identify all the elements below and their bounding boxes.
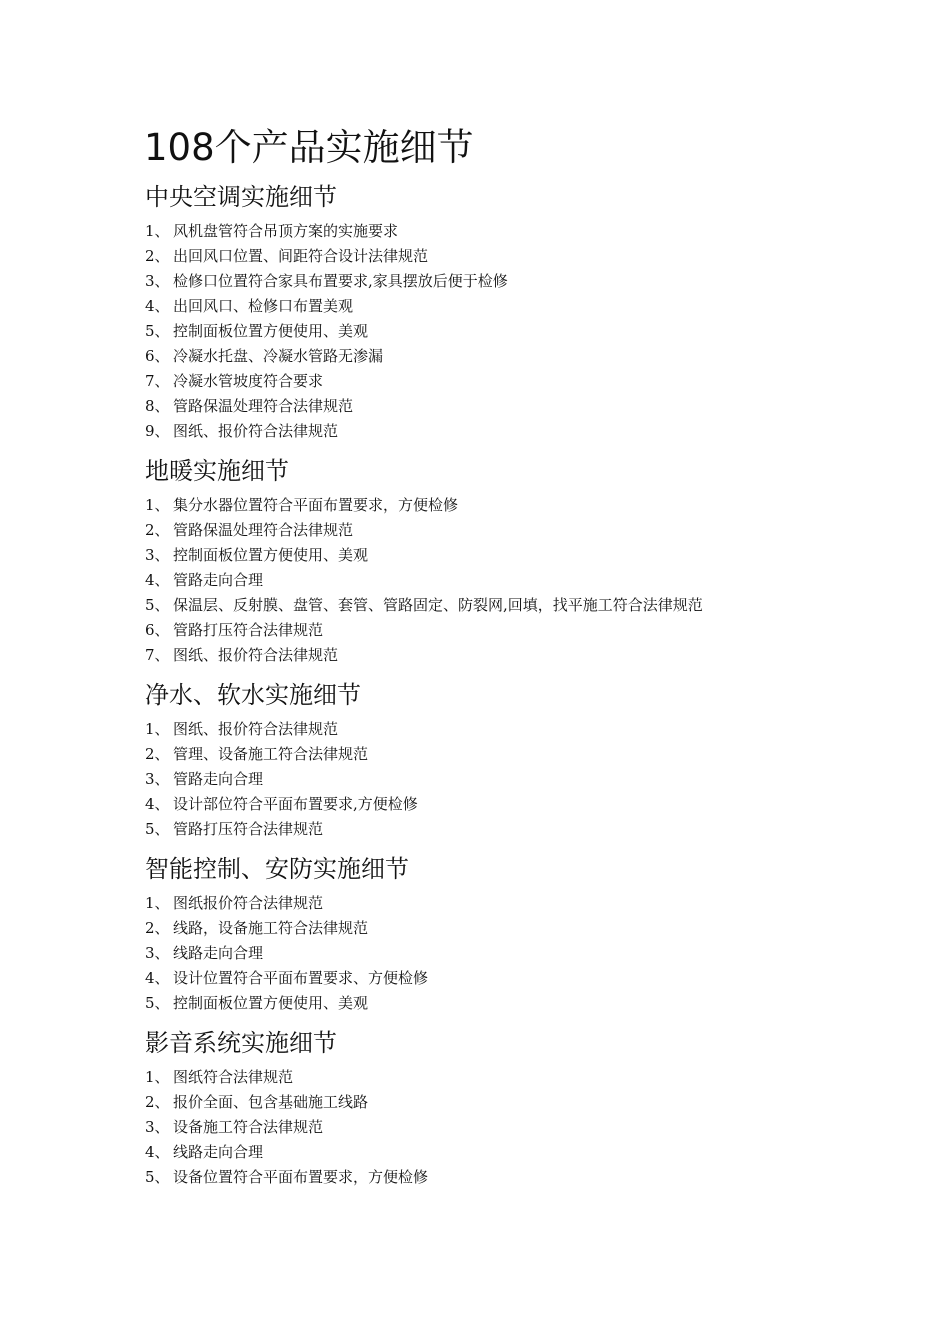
item-list xyxy=(145,891,845,1016)
item-number: 6、 xyxy=(145,621,170,639)
section-water-purification xyxy=(145,676,845,842)
item-number: 5、 xyxy=(145,596,170,614)
item-text: 集分水器位置符合平面布置要求，方便检修 xyxy=(173,496,459,514)
item-number: 4、 xyxy=(145,795,170,813)
list-item xyxy=(145,269,845,294)
item-number: 8、 xyxy=(145,397,170,415)
item-text: 冷凝水托盘、冷凝水管路无渗漏 xyxy=(173,347,384,365)
document-title: 108个产品实施细节 xyxy=(144,126,474,169)
item-text: 管路打压符合法律规范 xyxy=(173,621,324,639)
document-page xyxy=(145,122,845,1190)
item-number: 1、 xyxy=(145,720,170,738)
item-number: 1、 xyxy=(145,496,170,514)
item-text: 保温层、反射膜、盘管、套管、管路固定、防裂网,回填，找平施工符合法律规范 xyxy=(173,596,703,614)
item-text: 图纸、报价符合法律规范 xyxy=(173,422,339,440)
list-item xyxy=(145,1140,845,1165)
list-item xyxy=(145,493,845,518)
list-item xyxy=(145,643,845,668)
list-item xyxy=(145,518,845,543)
item-text: 管路走向合理 xyxy=(173,770,264,788)
list-item xyxy=(145,1115,845,1140)
list-item xyxy=(145,369,845,394)
list-item xyxy=(145,219,845,244)
list-item xyxy=(145,941,845,966)
list-item xyxy=(145,319,845,344)
item-number: 5、 xyxy=(145,322,170,340)
list-item xyxy=(145,891,845,916)
item-number: 6、 xyxy=(145,347,170,365)
item-number: 1、 xyxy=(145,894,170,912)
item-number: 3、 xyxy=(145,1118,170,1136)
item-text: 设计位置符合平面布置要求、方便检修 xyxy=(173,969,429,987)
section-title: 影音系统实施细节 xyxy=(145,1029,337,1057)
item-number: 3、 xyxy=(145,546,170,564)
item-text: 管路保温处理符合法律规范 xyxy=(173,521,354,539)
item-text: 管路保温处理符合法律规范 xyxy=(173,397,354,415)
item-number: 7、 xyxy=(145,646,170,664)
list-item xyxy=(145,344,845,369)
item-list xyxy=(145,717,845,842)
item-text: 出回风口、检修口布置美观 xyxy=(173,297,354,315)
item-number: 1、 xyxy=(145,1068,170,1086)
list-item xyxy=(145,1165,845,1190)
list-item xyxy=(145,593,845,618)
list-item xyxy=(145,394,845,419)
item-number: 9、 xyxy=(145,422,170,440)
list-item xyxy=(145,792,845,817)
list-item xyxy=(145,991,845,1016)
item-text: 图纸报价符合法律规范 xyxy=(173,894,324,912)
item-text: 出回风口位置、间距符合设计法律规范 xyxy=(173,247,429,265)
item-number: 5、 xyxy=(145,820,170,838)
section-title: 智能控制、安防实施细节 xyxy=(145,855,409,883)
item-number: 3、 xyxy=(145,272,170,290)
list-item xyxy=(145,419,845,444)
list-item xyxy=(145,1090,845,1115)
item-number: 4、 xyxy=(145,969,170,987)
item-text: 图纸、报价符合法律规范 xyxy=(173,720,339,738)
item-text: 管路走向合理 xyxy=(173,571,264,589)
list-item xyxy=(145,966,845,991)
item-text: 设备位置符合平面布置要求，方便检修 xyxy=(173,1168,429,1186)
item-number: 2、 xyxy=(145,919,170,937)
item-number: 7、 xyxy=(145,372,170,390)
item-text: 管路打压符合法律规范 xyxy=(173,820,324,838)
item-text: 检修口位置符合家具布置要求,家具摆放后便于检修 xyxy=(173,272,508,290)
section-audio-video-system xyxy=(145,1024,845,1190)
item-text: 控制面板位置方便使用、美观 xyxy=(173,546,369,564)
section-title: 地暖实施细节 xyxy=(145,457,289,485)
list-item xyxy=(145,767,845,792)
list-item xyxy=(145,543,845,568)
list-item xyxy=(145,817,845,842)
item-number: 2、 xyxy=(145,247,170,265)
item-text: 控制面板位置方便使用、美观 xyxy=(173,322,369,340)
section-floor-heating xyxy=(145,452,845,668)
item-number: 2、 xyxy=(145,521,170,539)
list-item xyxy=(145,1065,845,1090)
item-list xyxy=(145,1065,845,1190)
item-number: 4、 xyxy=(145,1143,170,1161)
item-text: 设计部位符合平面布置要求,方便检修 xyxy=(173,795,418,813)
item-text: 设备施工符合法律规范 xyxy=(173,1118,324,1136)
section-smart-control-security xyxy=(145,850,845,1016)
list-item xyxy=(145,294,845,319)
item-number: 3、 xyxy=(145,770,170,788)
list-item xyxy=(145,717,845,742)
list-item xyxy=(145,568,845,593)
item-text: 线路走向合理 xyxy=(173,944,264,962)
section-title: 中央空调实施细节 xyxy=(145,183,337,211)
item-text: 冷凝水管坡度符合要求 xyxy=(173,372,324,390)
section-central-air-conditioning xyxy=(145,178,845,444)
section-title: 净水、软水实施细节 xyxy=(145,681,361,709)
item-list xyxy=(145,493,845,668)
list-item xyxy=(145,618,845,643)
item-list xyxy=(145,219,845,444)
item-text: 线路走向合理 xyxy=(173,1143,264,1161)
list-item xyxy=(145,742,845,767)
list-item xyxy=(145,244,845,269)
item-text: 风机盘管符合吊顶方案的实施要求 xyxy=(173,222,399,240)
item-number: 2、 xyxy=(145,1093,170,1111)
item-number: 1、 xyxy=(145,222,170,240)
item-text: 线路，设备施工符合法律规范 xyxy=(173,919,369,937)
item-number: 3、 xyxy=(145,944,170,962)
item-text: 图纸符合法律规范 xyxy=(173,1068,294,1086)
item-number: 2、 xyxy=(145,745,170,763)
item-text: 控制面板位置方便使用、美观 xyxy=(173,994,369,1012)
item-text: 管理、设备施工符合法律规范 xyxy=(173,745,369,763)
item-text: 图纸、报价符合法律规范 xyxy=(173,646,339,664)
item-number: 5、 xyxy=(145,994,170,1012)
item-number: 5、 xyxy=(145,1168,170,1186)
item-number: 4、 xyxy=(145,297,170,315)
item-number: 4、 xyxy=(145,571,170,589)
item-text: 报价全面、包含基础施工线路 xyxy=(173,1093,369,1111)
list-item xyxy=(145,916,845,941)
